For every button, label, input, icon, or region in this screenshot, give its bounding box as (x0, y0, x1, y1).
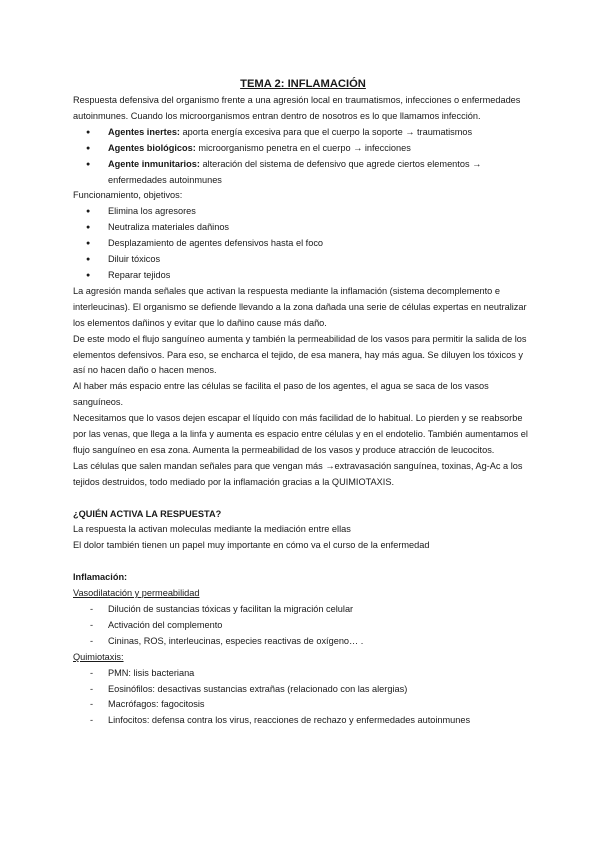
agent-term: Agentes biológicos: (108, 142, 196, 153)
list-item: ● Desplazamiento de agentes defensivos hasta el foco (73, 236, 533, 252)
subsection-heading: Vasodilatación y permeabilidad (73, 588, 200, 599)
body-paragraph: De este modo el flujo sanguíneo aumenta y también la permeabilidad de los vasos para permitir la salida de los elementos defensivos. Para eso, se encharca el tejido, de esa manera, hay más agua. Se diluyen los tóxicos y así no hacen daño o hacen menos. (73, 333, 527, 376)
section-heading: ¿QUIÉN ACTIVA LA RESPUESTA? (73, 508, 222, 519)
list-item: ● Reparar tejidos (73, 268, 533, 284)
page-title: TEMA 2: INFLAMACIÓN (240, 78, 366, 90)
body-line: La respuesta la activan moleculas mediante la mediación entre ellas (73, 524, 351, 535)
body-paragraph: Al haber más espacio entre las células se facilita el paso de los agentes, el agua se saca de los vasos sanguíneos. (73, 381, 489, 408)
agent-term: Agentes inertes: (108, 126, 180, 137)
objectives-list (73, 204, 533, 284)
list-item: ● Diluir tóxicos (73, 252, 533, 268)
list-item: - PMN: lisis bacteriana (73, 666, 533, 682)
document-page (73, 76, 533, 729)
list-item (73, 125, 533, 141)
body-line: El dolor también tienen un papel muy importante en cómo va el curso de la enfermedad (73, 540, 430, 551)
list-item: - Macrófagos: fagocitosis (73, 697, 533, 713)
list-item: - Linfocitos: defensa contra los virus, reacciones de rechazo y enfermedades autoinmunes (73, 713, 533, 729)
functioning-label: Funcionamiento, objetivos: (73, 190, 183, 201)
list-item: - Activación del complemento (73, 618, 533, 634)
list-item (73, 141, 533, 157)
agents-list (73, 125, 533, 189)
list-item: - Dilución de sustancias tóxicas y facilitan la migración celular (73, 602, 533, 618)
agent-term: Agente inmunitarios: (108, 158, 200, 169)
section-heading: Inflamación: (73, 572, 128, 583)
agent-text: alteración del sistema de defensivo que agrede ciertos elementos → enfermedades autoinmunes (108, 158, 482, 185)
list-item (73, 157, 533, 189)
spacer (73, 554, 533, 570)
body-paragraph: Necesitamos que lo vasos dejen escapar el líquido con más facilidad de lo habitual. Lo pierden y se reabsorbe por las venas, que llega a la linfa y aumenta es espacio entre células y en el endotelio. También aumentamos el flujo sanguíneo en esa zona. Aumenta la permeabilidad de los vasos y produce atracción de leucocitos. (73, 413, 528, 455)
list-item: ● Elimina los agresores (73, 204, 533, 220)
quimio-list (73, 666, 533, 730)
subsection-heading: Quimiotaxis: (73, 651, 124, 662)
body-paragraph: Las células que salen mandan señales para que vengan más →extravasación sanguínea, toxinas, Ag-Ac a los tejidos destruidos, todo mediado por la inflamación gracias a la QUIMIOTAXIS. (73, 460, 523, 487)
intro-paragraph: Respuesta defensiva del organismo frente a una agresión local en traumatismos, infecciones o enfermedades autoinmunes. Cuando los microorganismos entran dentro de nosotros es lo que llamamos infección. (73, 95, 521, 121)
list-item: ● Neutraliza materiales dañinos (73, 220, 533, 236)
vaso-list (73, 602, 533, 650)
agent-text: microorganismo penetra en el cuerpo → infecciones (195, 142, 411, 153)
body-paragraph: La agresión manda señales que activan la respuesta mediante la inflamación (sistema decomplemento e interleucinas). El organismo se defiende llevando a la zona dañada una serie de células expertas en neutralizar los elementos dañinos y evitar que lo dañino cause más daño. (73, 285, 527, 328)
list-item: - Cininas, ROS, interleucinas, especies reactivas de oxígeno… . (73, 634, 533, 650)
agent-text: aporta energía excesiva para que el cuerpo la soporte → traumatismos (180, 126, 473, 137)
list-item: - Eosinófilos: desactivas sustancias extrañas (relacionado con las alergias) (73, 682, 533, 698)
spacer (73, 491, 533, 507)
